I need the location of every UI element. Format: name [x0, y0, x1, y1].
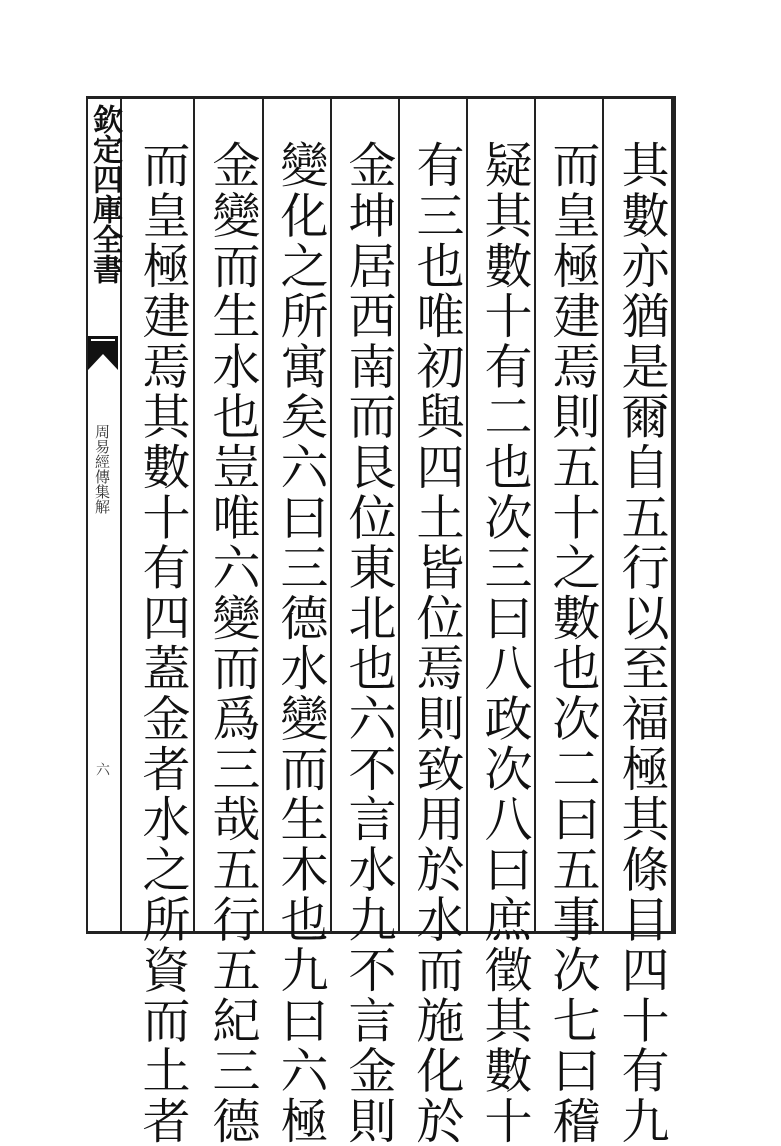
text-column-2: 而皇極建焉則五十之數也次二曰五事次七曰稽: [544, 140, 600, 1146]
page-number: 六: [94, 762, 110, 776]
text-column-3: 疑其數十有二也次三曰八政次八曰庶徵其數十: [476, 140, 532, 1146]
book-title: 欽定四庫全書: [87, 104, 122, 284]
section-title: 周易經傳集解: [93, 424, 111, 514]
text-column-6: 變化之所寓矣六曰三德水變而生木也九曰六極: [272, 140, 328, 1146]
text-column-1: 其數亦猶是爾自五行以至福極其條目四十有九: [613, 140, 669, 1146]
text-column-5: 金坤居西南而艮位東北也六不言水九不言金則: [340, 140, 396, 1146]
text-column-4: 有三也唯初與四土皆位焉則致用於水而施化於: [408, 140, 464, 1146]
text-column-8: 而皇極建焉其數十有四蓋金者水之所資而土者: [134, 140, 190, 1146]
fishtail-mark-icon: [88, 336, 118, 370]
text-column-7: 金變而生水也豈唯六變而爲三哉五行五紀三德: [204, 140, 260, 1146]
column-rule: [193, 96, 195, 934]
